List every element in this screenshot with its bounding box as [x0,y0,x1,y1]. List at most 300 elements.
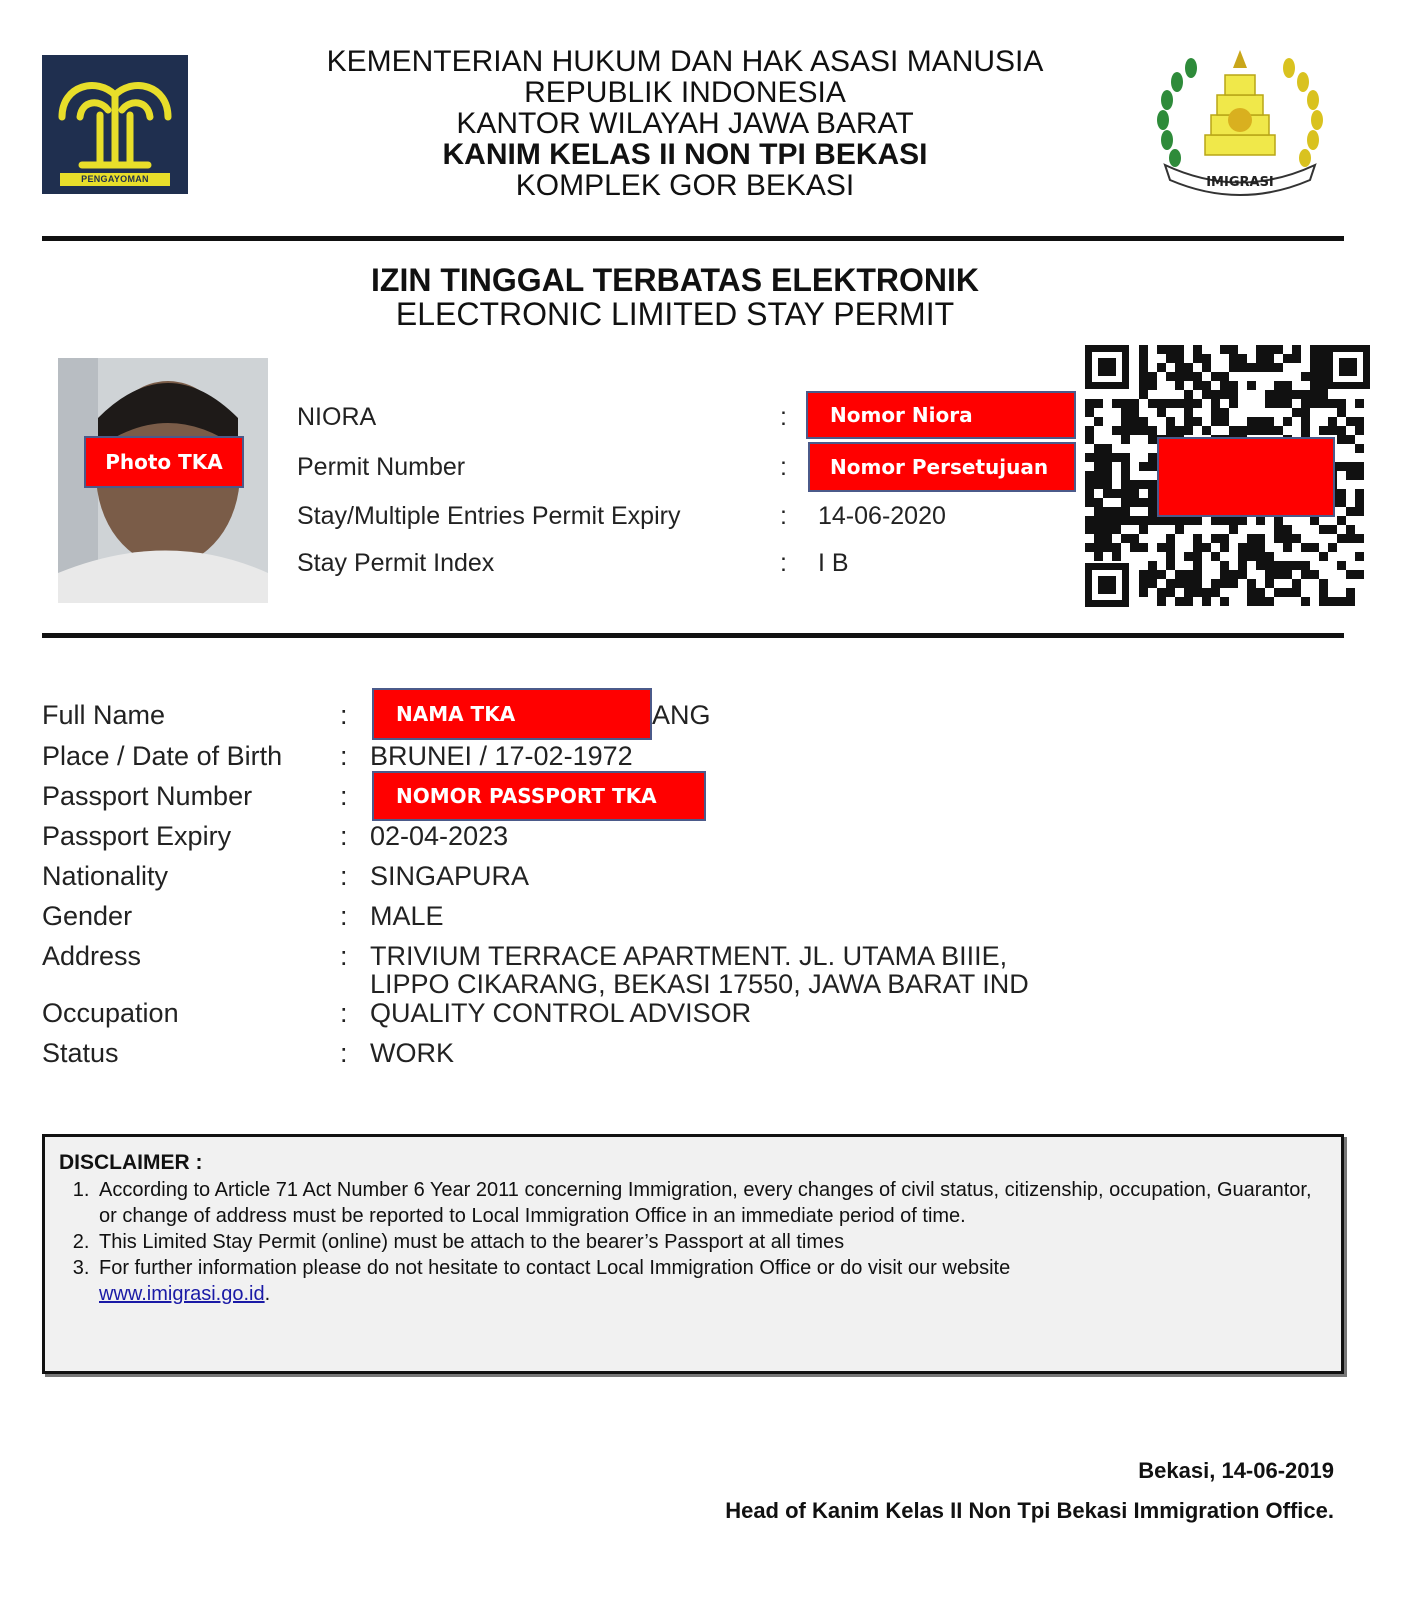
qr-module [1166,516,1175,525]
imigrasi-emblem-icon [1145,40,1335,200]
qr-module [1265,426,1274,435]
qr-module [1337,597,1346,606]
qr-module [1355,489,1364,498]
qr-module [1274,390,1283,399]
qr-module [1229,345,1238,354]
qr-module [1265,390,1274,399]
qr-module [1319,390,1328,399]
qr-module [1247,543,1256,552]
qr-module [1121,507,1130,516]
qr-module [1166,552,1175,561]
qr-module [1328,525,1337,534]
qr-module [1346,588,1355,597]
qr-module [1139,363,1148,372]
qr-module [1355,471,1364,480]
permit-expiry-value: 14-06-2020 [818,502,946,530]
qr-module [1301,372,1310,381]
qr-module [1166,372,1175,381]
qr-module [1319,372,1328,381]
qr-module [1319,579,1328,588]
qr-module [1103,525,1112,534]
imigrasi-label: IMIGRASI [1206,175,1274,190]
qr-module [1094,462,1103,471]
qr-module [1193,570,1202,579]
qr-module [1247,579,1256,588]
qr-module [1085,480,1094,489]
qr-module [1220,345,1229,354]
qr-module [1139,516,1148,525]
qr-module [1121,489,1130,498]
qr-module [1292,390,1301,399]
qr-module [1256,588,1265,597]
qr-module [1139,426,1148,435]
qr-module [1274,570,1283,579]
qr-module [1238,516,1247,525]
qr-module [1157,588,1166,597]
occupation-value: QUALITY CONTROL ADVISOR [370,998,752,1028]
qr-module [1337,462,1346,471]
qr-module [1157,516,1166,525]
qr-module [1193,345,1202,354]
qr-module [1319,552,1328,561]
qr-module [1274,516,1283,525]
qr-module [1328,399,1337,408]
qr-module [1283,543,1292,552]
qr-module [1085,471,1094,480]
qr-module [1193,516,1202,525]
qr-module [1139,543,1148,552]
nationality-label: Nationality [42,861,169,891]
qr-module [1247,534,1256,543]
qr-module [1355,552,1364,561]
qr-module [1193,561,1202,570]
qr-module [1256,354,1265,363]
full-name-label: Full Name [42,700,166,730]
qr-module [1202,354,1211,363]
qr-module [1346,570,1355,579]
qr-module [1193,381,1202,390]
qr-module [1166,561,1175,570]
status-colon: : [340,1038,348,1068]
qr-module [1184,570,1193,579]
qr-module [1103,453,1112,462]
qr-module [1337,408,1346,417]
qr-module [1220,579,1229,588]
qr-module [1202,390,1211,399]
qr-module [1148,381,1157,390]
qr-module [1175,381,1184,390]
occupation-label: Occupation [42,998,179,1028]
qr-module [1112,426,1121,435]
qr-module [1256,534,1265,543]
qr-module [1211,408,1220,417]
qr-module [1175,372,1184,381]
qr-module [1319,525,1328,534]
qr-module [1139,354,1148,363]
qr-module [1274,381,1283,390]
qr-module [1139,462,1148,471]
qr-module [1139,372,1148,381]
full-name-suffix: ANG [652,700,711,730]
qr-module [1283,390,1292,399]
section-divider [42,633,1344,638]
qr-module [1130,426,1139,435]
qr-module [1310,345,1319,354]
qr-module [1265,561,1274,570]
qr-module [1175,354,1184,363]
qr-module [1157,408,1166,417]
qr-module [1238,561,1247,570]
qr-module [1346,597,1355,606]
qr-module [1094,543,1103,552]
holder-photo [58,358,268,603]
qr-module [1229,354,1238,363]
occupation-colon: : [340,998,348,1028]
qr-module [1121,453,1130,462]
qr-module [1175,579,1184,588]
qr-module [1184,390,1193,399]
qr-module [1355,570,1364,579]
qr-module [1265,570,1274,579]
qr-module [1319,363,1328,372]
passport-expiry-value: 02-04-2023 [370,821,509,851]
address-colon: : [340,941,348,971]
disclaimer-link-suffix: . [264,1283,271,1305]
qr-module [1229,363,1238,372]
qr-module [1085,435,1094,444]
qr-module [1274,363,1283,372]
qr-module [1148,516,1157,525]
qr-module [1148,426,1157,435]
disclaimer-item-3-text: For further information please do not hesitate to contact Local Immigration Office or do visit our website [99,1257,1011,1279]
qr-module [1229,399,1238,408]
qr-module [1310,390,1319,399]
passport-redaction: NOMOR PASSPORT TKA [372,771,706,821]
qr-module [1220,516,1229,525]
qr-module [1130,516,1139,525]
qr-module [1184,597,1193,606]
qr-module [1310,399,1319,408]
qr-module [1184,399,1193,408]
qr-module [1301,543,1310,552]
qr-module [1166,543,1175,552]
nationality-value: SINGAPURA [370,861,530,891]
qr-module [1094,498,1103,507]
qr-module [1265,354,1274,363]
qr-module [1220,390,1229,399]
qr-module [1157,543,1166,552]
qr-module [1265,345,1274,354]
status-label: Status [42,1038,119,1068]
qr-module [1220,381,1229,390]
qr-module [1256,426,1265,435]
qr-module [1292,408,1301,417]
qr-module [1202,543,1211,552]
qr-module [1184,408,1193,417]
qr-module [1157,597,1166,606]
qr-module [1175,399,1184,408]
qr-module [1175,345,1184,354]
qr-module [1220,570,1229,579]
qr-module [1211,579,1220,588]
qr-module [1355,426,1364,435]
qr-module [1121,417,1130,426]
qr-module [1112,507,1121,516]
qr-module [1202,597,1211,606]
qr-module [1238,543,1247,552]
qr-module [1139,381,1148,390]
disclaimer-box [42,1134,1344,1374]
qr-module [1310,363,1319,372]
qr-module [1085,453,1094,462]
qr-module [1184,579,1193,588]
qr-module [1148,570,1157,579]
qr-module [1166,417,1175,426]
qr-module [1094,552,1103,561]
qr-module [1319,345,1328,354]
qr-module [1103,516,1112,525]
qr-module [1202,588,1211,597]
imigrasi-logo [1145,40,1335,200]
qr-module [1148,462,1157,471]
qr-module [1292,579,1301,588]
pengayoman-logo [42,55,188,194]
qr-module [1301,390,1310,399]
qr-module [1337,516,1346,525]
gender-colon: : [340,901,348,931]
qr-module [1346,507,1355,516]
qr-module [1229,381,1238,390]
gender-label: Gender [42,901,133,931]
qr-module [1139,570,1148,579]
qr-module [1220,372,1229,381]
qr-module [1229,570,1238,579]
qr-module [1220,408,1229,417]
qr-module [1193,588,1202,597]
qr-module [1355,507,1364,516]
signatory-title: Head of Kanim Kelas II Non Tpi Bekasi Immigration Office. [725,1498,1334,1523]
qr-module [1103,534,1112,543]
qr-module [1265,579,1274,588]
qr-module [1247,597,1256,606]
qr-module [1202,363,1211,372]
header-divider [42,236,1344,241]
qr-module [1130,534,1139,543]
qr-module [1229,516,1238,525]
qr-module [1355,462,1364,471]
nationality-colon: : [340,861,348,891]
address-label: Address [42,941,142,971]
qr-module [1274,534,1283,543]
qr-module [1184,516,1193,525]
qr-module [1283,561,1292,570]
qr-module [1184,588,1193,597]
qr-module [1139,588,1148,597]
qr-module [1211,552,1220,561]
qr-module [1157,345,1166,354]
qr-module [1148,498,1157,507]
header-line-1: KEMENTERIAN HUKUM DAN HAK ASASI MANUSIA [326,45,1044,78]
qr-module [1310,543,1319,552]
qr-module [1283,417,1292,426]
permit-expiry-label: Stay/Multiple Entries Permit Expiry [297,502,681,530]
qr-module [1256,552,1265,561]
qr-module [1274,588,1283,597]
qr-module [1283,354,1292,363]
qr-module [1094,417,1103,426]
qr-module [1157,399,1166,408]
qr-module [1319,381,1328,390]
qr-module [1211,399,1220,408]
qr-module [1085,516,1094,525]
qr-module [1256,345,1265,354]
qr-module [1112,543,1121,552]
qr-module [1130,489,1139,498]
qr-module [1121,480,1130,489]
ministry-header [240,46,1130,201]
header-line-3: KANTOR WILAYAH JAWA BARAT [456,107,914,140]
qr-module [1184,552,1193,561]
qr-module [1139,417,1148,426]
qr-module [1130,399,1139,408]
qr-module [1139,498,1148,507]
gender-value: MALE [370,901,444,931]
qr-module [1220,597,1229,606]
qr-module [1346,471,1355,480]
qr-module [1256,363,1265,372]
qr-module [1229,525,1238,534]
qr-module [1301,597,1310,606]
qr-module [1094,480,1103,489]
permit-index-label: Stay Permit Index [297,549,495,577]
qr-module [1274,525,1283,534]
qr-module [1301,570,1310,579]
disclaimer-item-1: 1. According to Article 71 Act Number 6 Year 2011 concerning Immigration, every changes of civil status, citizenship, occupation, Guarantor, or change of address must be reported to Local Immigration Office in an immediate period of time. [95,1177,1327,1229]
permit-number-label: Permit Number [297,453,466,481]
qr-module [1166,579,1175,588]
niora-colon: : [780,403,787,431]
qr-module [1346,534,1355,543]
qr-module [1247,426,1256,435]
qr-module [1310,381,1319,390]
full-name-colon: : [340,700,348,730]
qr-module [1292,588,1301,597]
qr-module [1103,462,1112,471]
qr-module [1175,426,1184,435]
qr-module [1346,462,1355,471]
qr-module [1274,561,1283,570]
qr-module [1301,561,1310,570]
qr-module [1292,561,1301,570]
qr-module [1337,435,1346,444]
qr-module [1229,390,1238,399]
qr-module [1085,498,1094,507]
qr-module [1130,408,1139,417]
qr-module [1103,480,1112,489]
qr-module [1265,363,1274,372]
qr-module [1256,597,1265,606]
qr-module [1184,417,1193,426]
qr-module [1220,534,1229,543]
permit-index-value: I B [818,549,849,577]
qr-module [1274,345,1283,354]
qr-module [1283,588,1292,597]
qr-module [1139,480,1148,489]
qr-module [1112,552,1121,561]
qr-module [1175,516,1184,525]
qr-module [1148,435,1157,444]
qr-module [1211,417,1220,426]
qr-module [1121,498,1130,507]
qr-module [1337,534,1346,543]
disclaimer-list [59,1177,1327,1307]
qr-module [1112,453,1121,462]
qr-module [1256,561,1265,570]
qr-module [1220,561,1229,570]
qr-module [1193,543,1202,552]
qr-module [1166,354,1175,363]
qr-module [1148,507,1157,516]
qr-module [1256,417,1265,426]
qr-module [1193,399,1202,408]
qr-module [1094,444,1103,453]
qr-module [1283,525,1292,534]
qr-module [1238,354,1247,363]
qr-module [1220,543,1229,552]
disclaimer-item-2: 2. This Limited Stay Permit (online) must be attach to the bearer’s Passport at all times [95,1229,1327,1255]
qr-module [1265,597,1274,606]
imigrasi-website-link[interactable]: www.imigrasi.go.id [99,1283,265,1305]
qr-module [1139,345,1148,354]
qr-module [1328,597,1337,606]
qr-module [1166,399,1175,408]
passport-label: Passport Number [42,781,253,811]
qr-module [1121,408,1130,417]
qr-module [1085,426,1094,435]
qr-module [1247,417,1256,426]
pengayoman-label: PENGAYOMAN [60,173,170,186]
qr-module [1094,534,1103,543]
qr-module [1211,390,1220,399]
qr-module [1238,570,1247,579]
qr-module [1202,381,1211,390]
qr-module [1274,426,1283,435]
qr-module [1337,561,1346,570]
qr-module [1175,525,1184,534]
qr-module [1301,417,1310,426]
qr-module [1274,399,1283,408]
qr-module [1094,399,1103,408]
qr-module [1301,426,1310,435]
qr-module [1103,489,1112,498]
header-line-5: KOMPLEK GOR BEKASI [515,169,855,202]
qr-module [1184,363,1193,372]
qr-module [1175,570,1184,579]
header-line-2: REPUBLIK INDONESIA [524,76,846,109]
qr-module [1328,417,1337,426]
disclaimer-title: DISCLAIMER : [59,1151,203,1174]
qr-redaction [1157,437,1335,517]
qr-module [1121,534,1130,543]
qr-module [1211,588,1220,597]
niora-redaction: Nomor Niora [806,391,1076,439]
qr-module [1121,399,1130,408]
permit-number-redaction: Nomor Persetujuan [808,442,1076,492]
qr-module [1148,579,1157,588]
qr-module [1175,597,1184,606]
qr-module [1112,525,1121,534]
qr-module [1139,579,1148,588]
